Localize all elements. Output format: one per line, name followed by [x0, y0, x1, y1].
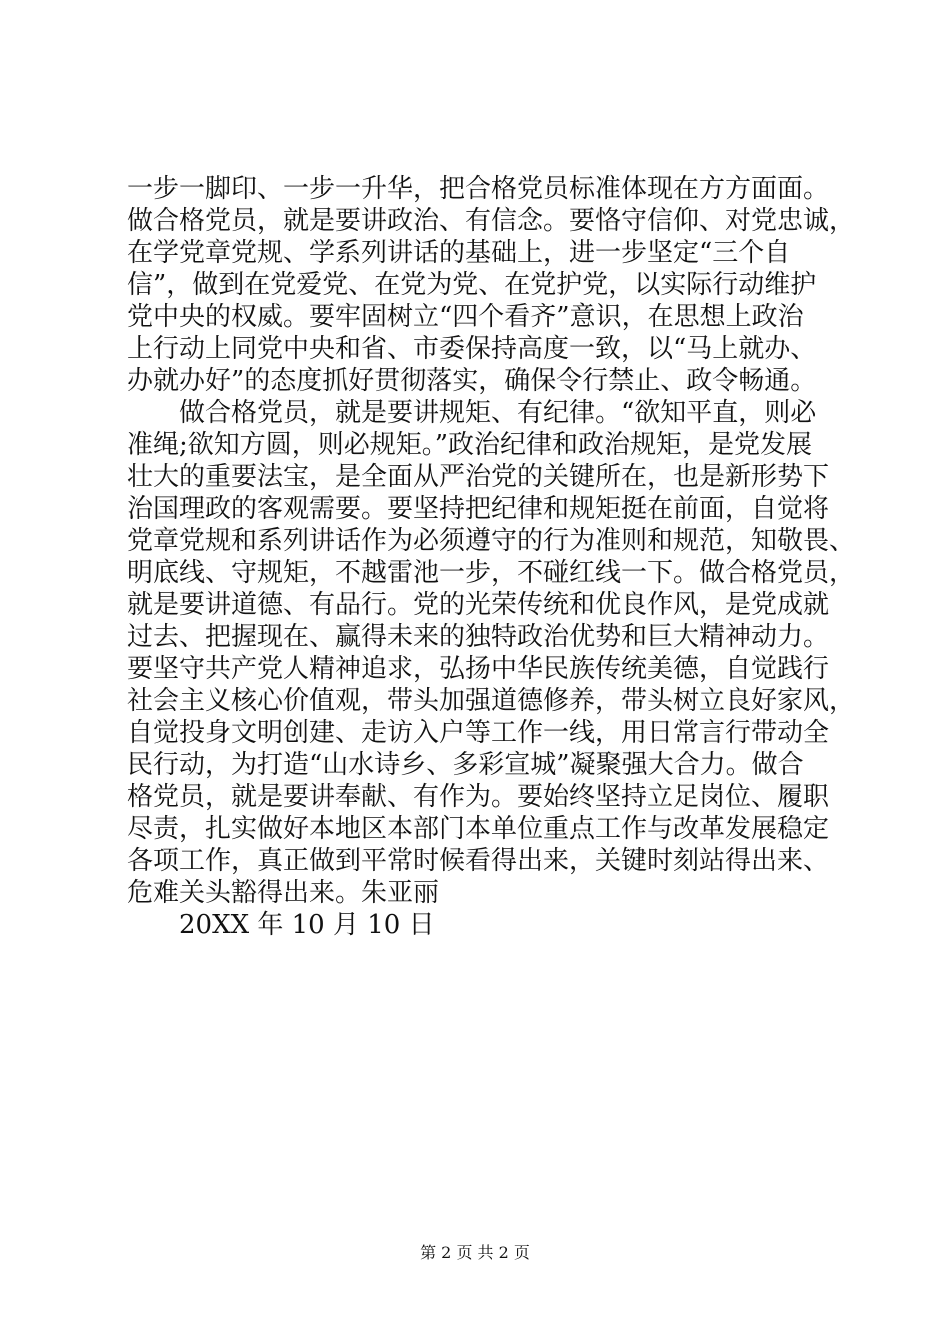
page-number-label: 第 2 页 共 2 页: [420, 1243, 530, 1262]
text-line: 就是要讲道德、有品行。党的光荣传统和优良作风，是党成就: [127, 590, 830, 620]
text-line: 格党员，就是要讲奉献、有作为。要始终坚持立足岗位、履职: [127, 782, 830, 812]
text-line: 办就办好”的态度抓好贯彻落实，确保令行禁止、政令畅通。: [127, 366, 817, 396]
text-line: 信”，做到在党爱党、在党为党、在党护党，以实际行动维护: [127, 270, 817, 300]
text-line: 治国理政的客观需要。要坚持把纪律和规矩挺在前面，自觉将: [127, 494, 830, 524]
text-line: 在学党章党规、学系列讲话的基础上，进一步坚定“三个自: [127, 238, 791, 268]
text-line: 自觉投身文明创建、走访入户等工作一线，用日常言行带动全: [127, 718, 830, 748]
text-line: 社会主义核心价值观，带头加强道德修养，带头树立良好家风，: [127, 686, 856, 716]
text-line: 党中央的权威。要牢固树立“四个看齐”意识，在思想上政治: [127, 302, 804, 332]
text-line: 明底线、守规矩，不越雷池一步，不碰红线一下。做合格党员，: [127, 558, 856, 588]
text-line: 做合格党员，就是要讲政治、有信念。要恪守信仰、对党忠诚，: [127, 206, 856, 236]
text-line: 尽责，扎实做好本地区本部门本单位重点工作与改革发展稳定: [127, 814, 830, 844]
text-line: 一步一脚印、一步一升华，把合格党员标准体现在方方面面。: [127, 174, 830, 204]
text-line: 民行动，为打造“山水诗乡、多彩宣城”凝聚强大合力。做合: [127, 750, 804, 780]
text-line: 危难关头豁得出来。朱亚丽: [127, 878, 440, 908]
document-date: 20XX 年 10 月 10 日: [179, 910, 435, 940]
body-text: [127, 173, 857, 941]
page-footer: [0, 1243, 950, 1263]
paragraph-start-line: 做合格党员，就是要讲规矩、有纪律。“欲知平直，则必: [179, 398, 817, 428]
text-line: 壮大的重要法宝，是全面从严治党的关键所在，也是新形势下: [127, 462, 830, 492]
text-line: 上行动上同党中央和省、市委保持高度一致，以“马上就办、: [127, 334, 817, 364]
text-line: 过去、把握现在、赢得未来的独特政治优势和巨大精神动力。: [127, 622, 830, 652]
text-line: 要坚守共产党人精神追求，弘扬中华民族传统美德，自觉践行: [127, 654, 830, 684]
text-line: 各项工作，真正做到平常时候看得出来，关键时刻站得出来、: [127, 846, 830, 876]
text-line: 准绳;欲知方圆，则必规矩。”政治纪律和政治规矩，是党发展: [127, 430, 813, 460]
text-line: 党章党规和系列讲话作为必须遵守的行为准则和规范，知敬畏、: [127, 526, 856, 556]
